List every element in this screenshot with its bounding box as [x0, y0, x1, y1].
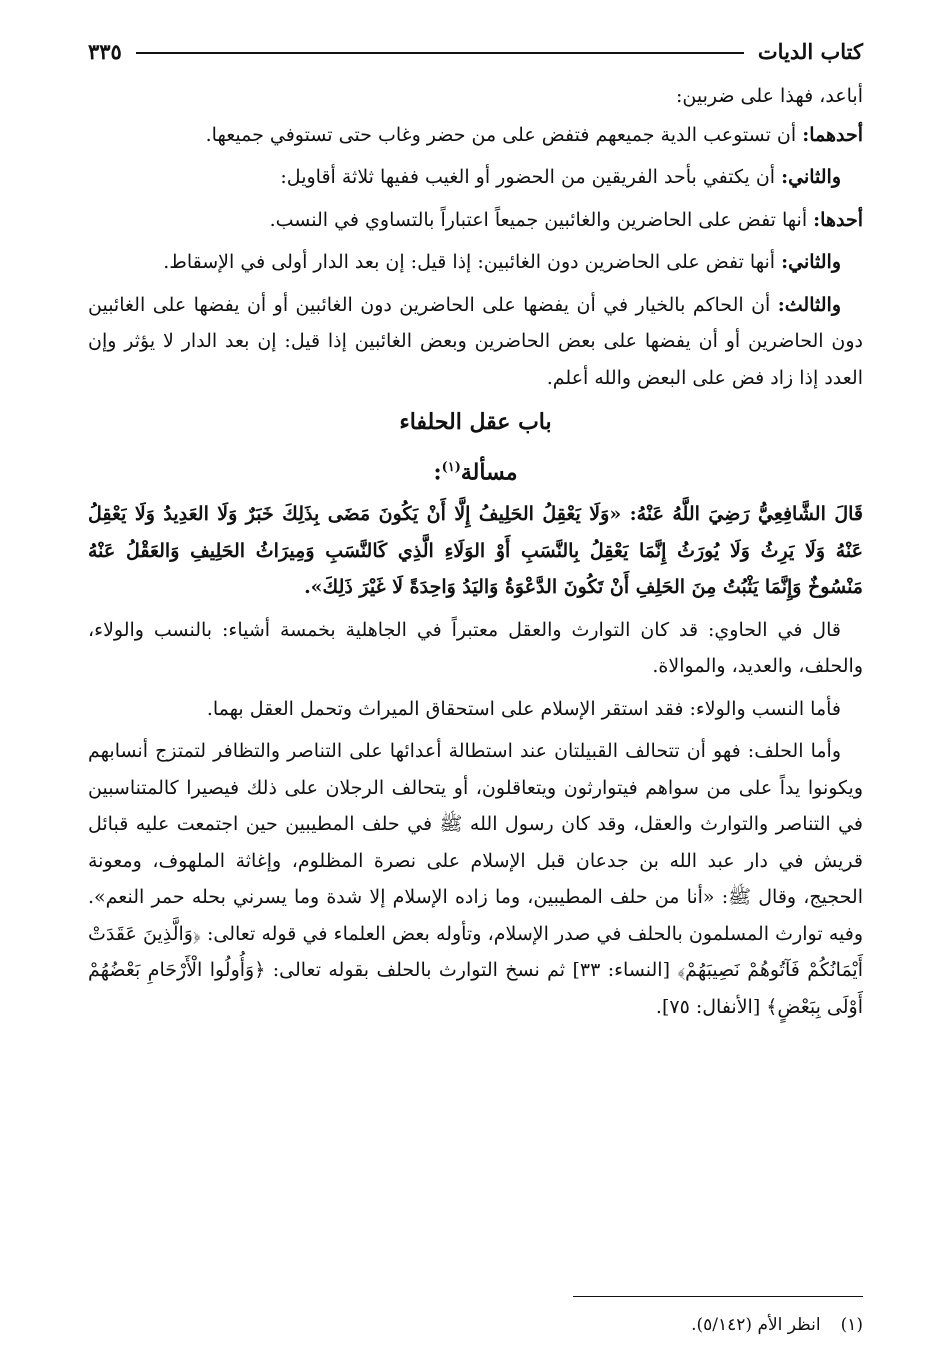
paragraph-text: أن الحاكم بالخيار في أن يفضها على الحاضرين دون الغائبين أو أن يفضها على الغائبين دون الحاضرين أو أن يفضها على بعض الحاضرين وبعض الغائبين إذا قيل: إن بعد الدار لا يؤثر وإن العدد إذا زاد فض على البعض والله أعلم.: [88, 293, 863, 389]
paragraph-lead: والثاني:: [781, 251, 841, 273]
paragraph: فأما النسب والولاء: فقد استقر الإسلام على استحقاق الميراث وتحمل العقل بهما.: [206, 697, 841, 720]
paragraph-lead: والثالث:: [777, 293, 841, 316]
page-number: ٣٣٥: [88, 38, 122, 64]
quoted-text: قَالَ الشَّافِعِيُّ رَضِيَ اللَّهُ عَنْهُ: «وَلَا يَعْقِلُ الحَلِيفُ إِلَّا أَنْ يَكُونَ مَضَى بِذَلِكَ خَبَرٌ وَلَا العَدِيدُ وَلَا يَعْقِلُ عَنْهُ وَلَا يَرِثُ وَلَا يُورَثُ إِنَّمَا يَعْقِلُ بِالنَّسَبِ أَوْ الوَلَاءِ الَّذِي كَالنَّسَبِ وَمِيرَاثُ الحَلِيفِ وَالعَقْلُ عَنْهُ مَنْسُوخٌ وَإِنَّمَا يَثْبُتُ مِنَ الحَلِفِ أَنْ تَكُونَ الدَّعْوَةُ وَاليَدُ وَاحِدَةً لَا غَيْرَ ذَلِكَ».: [88, 503, 863, 599]
masala-colon: :: [433, 459, 442, 486]
paragraph: وأما الحلف: فهو أن تتحالف القبيلتان عند استطالة أعدائها على التناصر والتظافر لتمتزج أنسابهم ويكونوا يداً على من سواهم فيتوارثون ويتعاقلون، أو يتحالف الرجلان على ذلك فيصيرا كالمتناسبين في التناصر والتوارث والعقل، وقد كان رسول الله ﷺ في حلف المطيبين حين اجتمعت عليه قبائل قريش في دار عبد الله بن جدعان قبل الإسلام على نصرة المظلوم، وإغاثة الملهوف، ومعونة الحجيج، وقال ﷺ: «أنا من حلف المطيبين، وما زاده الإسلام إلا شدة وما يسرني بحله حمر النعم». وفيه توارث المسلمون بالحلف في صدر الإسلام، وتأوله بعض العلماء في قوله تعالى: ﴿وَالَّذِينَ عَقَدَتْ أَيْمَانُكُمْ فَآتُوهُمْ نَصِيبَهُمْ﴾ [النساء: ٣٣] ثم نسخ التوارث بالحلف بقوله تعالى: ﴿وَأُولُوا الْأَرْحَامِ بَعْضُهُمْ أَوْلَى بِبَعْضٍ﴾ [الأنفال: ٧٥].: [88, 740, 863, 1018]
chapter-title: باب عقل الحلفاء: [399, 409, 552, 435]
footnote-marker: (١): [840, 1315, 863, 1335]
running-header: [88, 34, 863, 68]
footnote-rule: [573, 1296, 863, 1297]
paragraph: أباعد، فهذا على ضربين:: [676, 85, 863, 107]
footnotes: [88, 1296, 863, 1339]
masala-label: مسألة: [460, 459, 518, 486]
paragraph-lead: والثاني:: [781, 166, 841, 188]
header-rule: [136, 52, 744, 54]
paragraph-text: أنها تفض على الحاضرين والغائبين جميعاً اعتباراً بالتساوي في النسب.: [269, 208, 814, 231]
paragraph-text: أن يكتفي بأحد الفريقين من الحضور أو الغيب ففيها ثلاثة أقاويل:: [280, 166, 782, 188]
paragraph-lead: أحدهما:: [802, 123, 863, 146]
footnote-ref[interactable]: (١): [441, 460, 461, 475]
paragraph-text: أنها تفض على الحاضرين دون الغائبين: إذا قيل: إن بعد الدار أولى في الإسقاط.: [163, 251, 782, 273]
paragraph-lead: أحدها:: [813, 208, 863, 231]
paragraph: قال في الحاوي: قد كان التوارث والعقل معتبراً في الجاهلية بخمسة أشياء: بالنسب والولاء، والحلف، والعديد، والموالاة.: [88, 618, 863, 678]
footnote-text: انظر الأم (٥/١٤٢).: [691, 1315, 821, 1335]
book-page: [88, 34, 863, 1367]
book-title: كتاب الديات: [757, 38, 863, 64]
paragraph-text: أن تستوعب الدية جميعهم فتفض على من حضر وغاب حتى تستوفي جميعها.: [205, 123, 803, 146]
paragraph: [88, 117, 863, 154]
masala-heading: [88, 448, 863, 492]
paragraph: [88, 244, 863, 281]
paragraph: [88, 202, 863, 239]
paragraph: [88, 287, 863, 397]
footnote: [88, 1311, 863, 1339]
main-text: [88, 78, 863, 1025]
paragraph: [88, 159, 863, 196]
